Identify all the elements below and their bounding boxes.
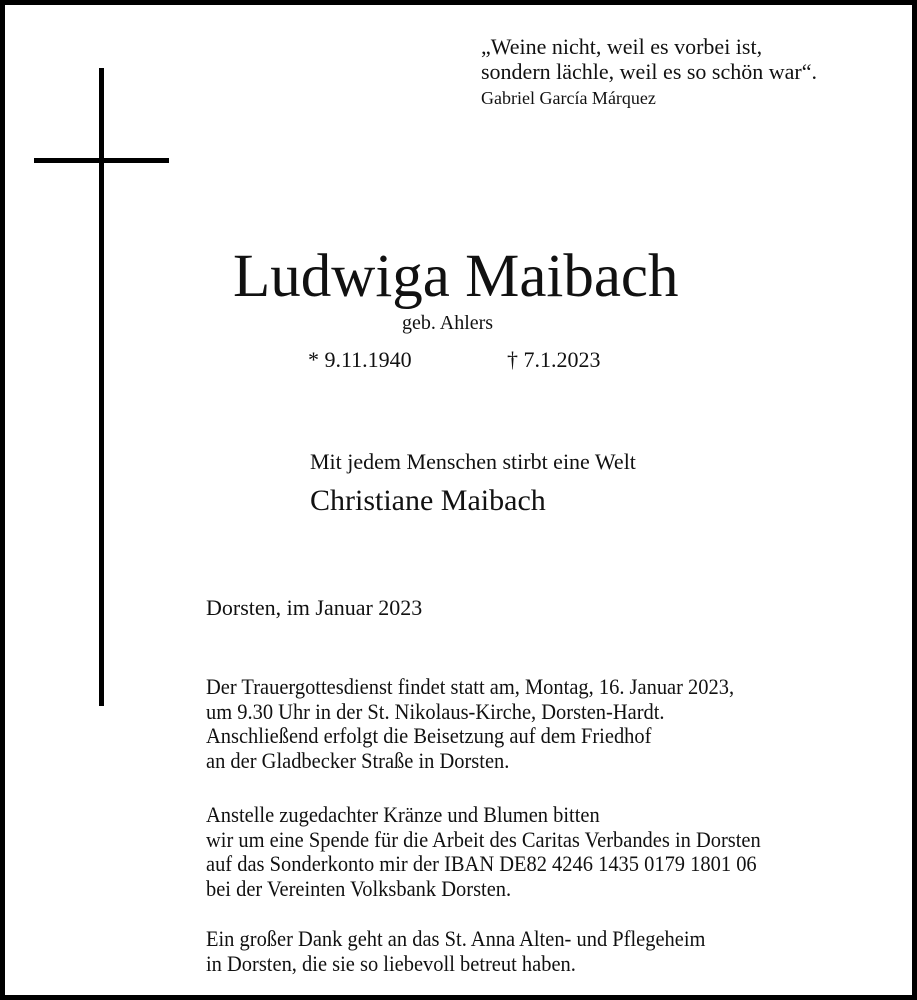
thanks-line: Ein großer Dank geht an das St. Anna Alten- und Pflegeheim [206, 926, 706, 951]
death-date: † 7.1.2023 [507, 347, 601, 372]
quote-line: sondern lächle, weil es so schön war“. [481, 59, 818, 84]
quote-author: Gabriel García Márquez [481, 88, 656, 108]
donation-line: bei der Vereinten Volksbank Dorsten. [206, 875, 512, 901]
donation-line: wir um eine Spende für die Arbeit des Caritas Verbandes in Dorsten [206, 826, 761, 852]
service-line: Anschließend erfolgt die Beisetzung auf dem Friedhof [206, 723, 652, 748]
mourner-name: Christiane Maibach [310, 484, 546, 517]
service-line: Der Trauergottesdienst findet statt am, Montag, 16. Januar 2023, [206, 674, 735, 699]
cross-horizontal-bar [34, 158, 169, 163]
service-line: um 9.30 Uhr in der St. Nikolaus-Kirche, Dorsten-Hardt. [206, 698, 665, 724]
deceased-name: Ludwiga Maibach [233, 243, 679, 310]
cross-vertical-bar [99, 68, 104, 706]
quote [481, 34, 817, 84]
donation-line: Anstelle zugedachter Kränze und Blumen bitten [206, 802, 600, 827]
thanks-note [206, 927, 743, 976]
service-line: an der Gladbecker Straße in Dorsten. [206, 747, 510, 773]
service-info [206, 675, 774, 773]
place-date: Dorsten, im Januar 2023 [206, 595, 423, 620]
motto: Mit jedem Menschen stirbt eine Welt [310, 449, 636, 474]
thanks-line: in Dorsten, die sie so liebevoll betreut haben. [206, 950, 576, 976]
birth-date: * 9.11.1940 [308, 347, 412, 372]
quote-line: „Weine nicht, weil es vorbei ist, [481, 34, 763, 59]
donation-info [206, 803, 803, 901]
donation-line: auf das Sonderkonto mir der IBAN DE82 4246 1435 0179 1801 06 [206, 851, 757, 876]
maiden-name: geb. Ahlers [402, 312, 494, 334]
